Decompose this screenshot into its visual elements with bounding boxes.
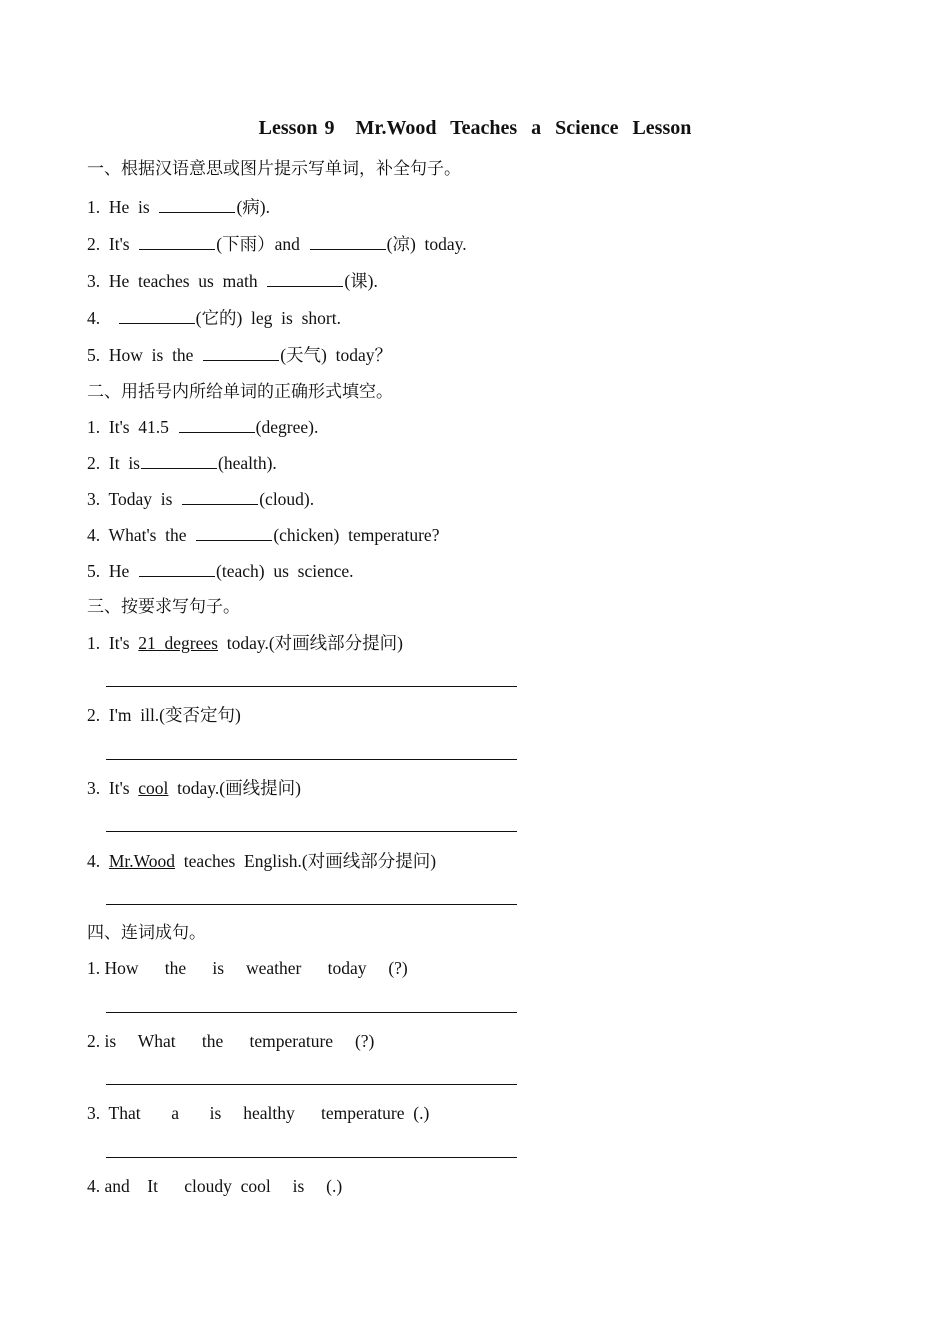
answer-blank[interactable] xyxy=(119,307,195,324)
s2-question-3: 3. Today is (cloud). xyxy=(87,489,315,509)
s3-question-1: 1. It's 21 degrees today.(对画线部分提问) xyxy=(87,633,404,653)
section-3-heading: 三、按要求写句子。 xyxy=(87,597,240,617)
answer-blank[interactable] xyxy=(182,488,258,505)
answer-line[interactable] xyxy=(106,686,517,687)
s1-question-2: 2. It's (下雨）and (凉) today. xyxy=(87,234,467,254)
s4-question-2: 2. is What the temperature (?) xyxy=(87,1031,375,1051)
answer-blank[interactable] xyxy=(310,233,386,250)
s2-question-5: 5. He (teach) us science. xyxy=(87,561,354,581)
s3-question-3: 3. It's cool today.(画线提问) xyxy=(87,778,301,798)
s2-question-2: 2. It is (health). xyxy=(87,453,277,473)
s1-question-5: 5. How is the (天气) today？ xyxy=(87,345,392,365)
answer-blank[interactable] xyxy=(139,233,215,250)
s2-question-4: 4. What's the (chicken) temperature? xyxy=(87,525,440,545)
answer-blank[interactable] xyxy=(159,196,235,213)
answer-line[interactable] xyxy=(106,904,517,905)
section-4-heading: 四、连词成句。 xyxy=(87,923,206,943)
answer-blank[interactable] xyxy=(196,524,272,541)
s2-question-1: 1. It's 41.5 (degree). xyxy=(87,417,319,437)
s4-question-3: 3. That a is healthy temperature (.) xyxy=(87,1103,430,1123)
answer-blank[interactable] xyxy=(267,270,343,287)
s3-question-2: 2. I'm ill.(变否定句) xyxy=(87,705,241,725)
s3-question-4: 4. Mr.Wood teaches English.(对画线部分提问) xyxy=(87,851,437,871)
answer-line[interactable] xyxy=(106,1084,517,1085)
answer-line[interactable] xyxy=(106,1157,517,1158)
answer-line[interactable] xyxy=(106,1012,517,1013)
section-2-heading: 二、用括号内所给单词的正确形式填空。 xyxy=(87,382,393,402)
answer-line[interactable] xyxy=(106,831,517,832)
section-1-heading: 一、根据汉语意思或图片提示写单词，补全句子。 xyxy=(87,159,461,179)
answer-blank[interactable] xyxy=(141,452,217,469)
worksheet-title: Lesson 9 Mr.Wood Teaches a Science Lesson xyxy=(258,117,692,139)
answer-line[interactable] xyxy=(106,759,517,760)
answer-blank[interactable] xyxy=(139,560,215,577)
s4-question-4: 4. and It cloudy cool is (.) xyxy=(87,1176,343,1196)
answer-blank[interactable] xyxy=(179,416,255,433)
answer-blank[interactable] xyxy=(203,344,279,361)
s1-question-4: 4. (它的) leg is short. xyxy=(87,308,341,328)
s1-question-3: 3. He teaches us math (课). xyxy=(87,271,378,291)
s4-question-1: 1. How the is weather today (?) xyxy=(87,958,408,978)
s1-question-1: 1. He is (病). xyxy=(87,197,270,217)
